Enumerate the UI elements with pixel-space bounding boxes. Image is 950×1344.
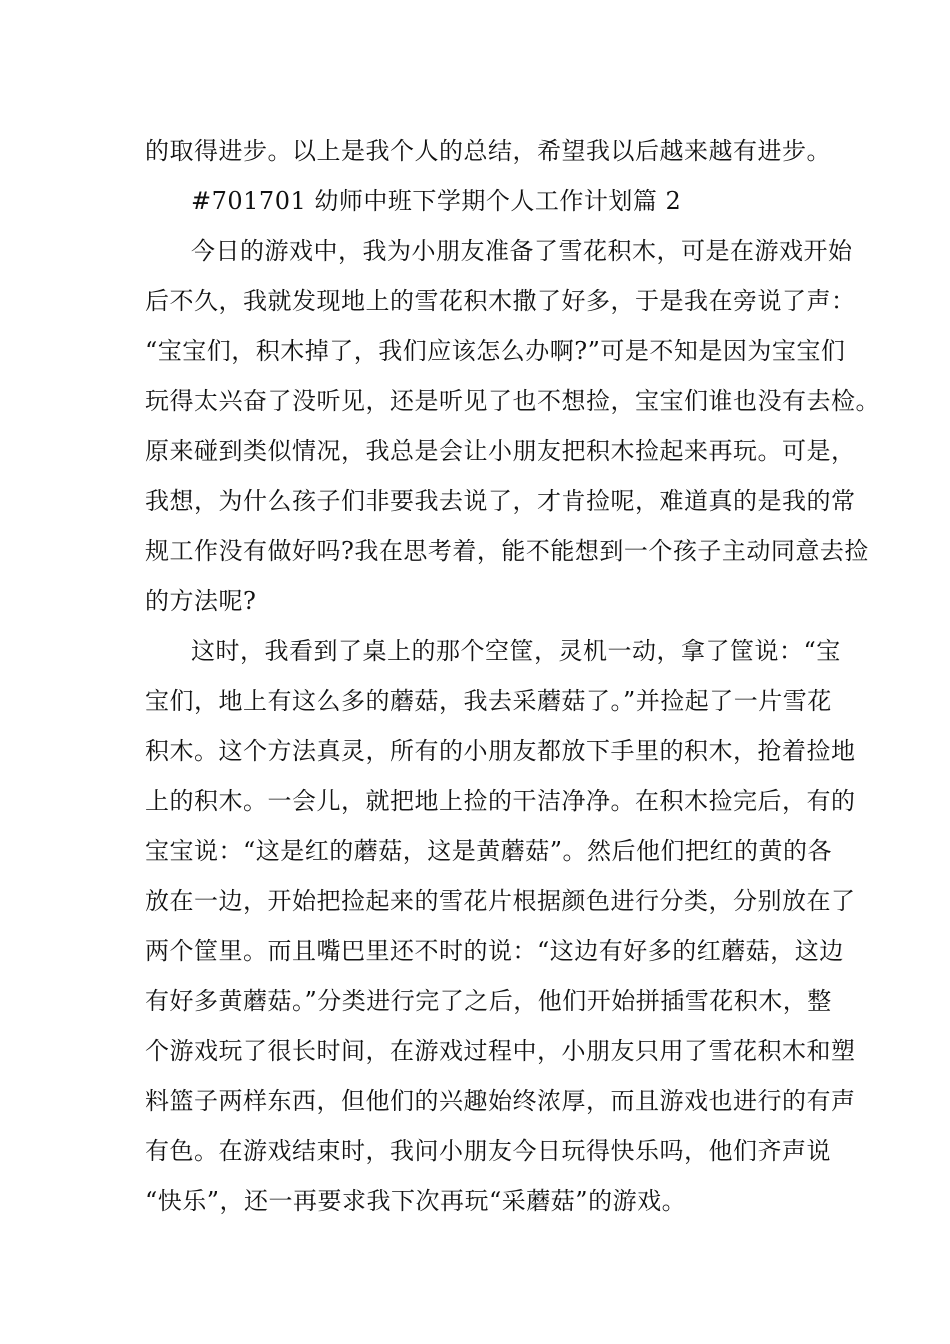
paragraph-line: 有好多黄蘑菇。”分类进行完了之后，他们开始拼插雪花积木，整 [145, 987, 832, 1015]
paragraph-line: 积木。这个方法真灵，所有的小朋友都放下手里的积木，抢着捡地 [145, 737, 856, 765]
paragraph-line: 上的积木。一会儿，就把地上捡的干洁净净。在积木捡完后，有的 [145, 787, 856, 815]
paragraph-line: “宝宝们，积木掉了，我们应该怎么办啊?”可是不知是因为宝宝们 [145, 337, 846, 365]
paragraph-line: “快乐”，还一再要求我下次再玩“采蘑菇”的游戏。 [145, 1187, 687, 1215]
paragraph-line: 宝们，地上有这么多的蘑菇，我去采蘑菇了。”并捡起了一片雪花 [145, 687, 832, 715]
paragraph-line: 的取得进步。以上是我个人的总结，希望我以后越来越有进步。 [145, 137, 831, 165]
paragraph-line: 我想，为什么孩子们非要我去说了，才肯捡呢，难道真的是我的常 [145, 487, 856, 515]
section-heading: #701701 幼师中班下学期个人工作计划篇 2 [191, 187, 682, 215]
paragraph-line: 有色。在游戏结束时，我问小朋友今日玩得快乐吗，他们齐声说 [145, 1137, 831, 1165]
paragraph-line: 这时，我看到了桌上的那个空筐，灵机一动，拿了筐说：“宝 [191, 637, 841, 665]
paragraph-line: 料篮子两样东西，但他们的兴趣始终浓厚，而且游戏也进行的有声 [145, 1087, 856, 1115]
paragraph-line: 原来碰到类似情况，我总是会让小朋友把积木捡起来再玩。可是， [145, 437, 856, 465]
paragraph-line: 规工作没有做好吗?我在思考着，能不能想到一个孩子主动同意去捡 [145, 537, 869, 565]
paragraph-line: 个游戏玩了很长时间，在游戏过程中，小朋友只用了雪花积木和塑 [145, 1037, 856, 1065]
paragraph-line: 放在一边，开始把捡起来的雪花片根据颜色进行分类，分别放在了 [145, 887, 856, 915]
paragraph-line: 玩得太兴奋了没听见，还是听见了也不想捡，宝宝们谁也没有去检。 [145, 387, 880, 415]
paragraph-line: 两个筐里。而且嘴巴里还不时的说：“这边有好多的红蘑菇，这边 [145, 937, 844, 965]
paragraph-line: 宝宝说：“这是红的蘑菇，这是黄蘑菇”。然后他们把红的黄的各 [145, 837, 833, 865]
paragraph-line: 后不久，我就发现地上的雪花积木撒了好多，于是我在旁说了声： [145, 287, 856, 315]
paragraph-line: 的方法呢? [145, 587, 257, 615]
paragraph-line: 今日的游戏中，我为小朋友准备了雪花积木，可是在游戏开始 [191, 237, 853, 265]
